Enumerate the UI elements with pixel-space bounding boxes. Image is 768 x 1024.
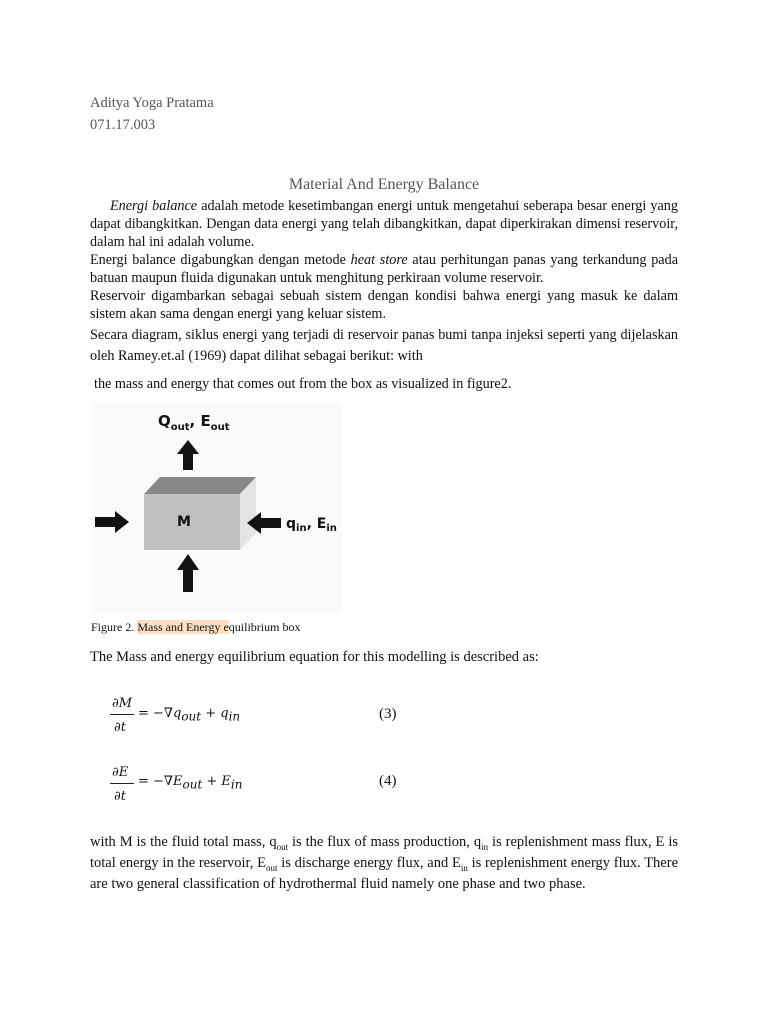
outflow-label: $Q_{out}$, $E_{out}$ [158,412,230,433]
caption-highlight: Mass and Energy e [137,620,229,634]
paragraph-1 [90,197,678,251]
paragraph-2-post: atau perhitungan panas yang terkandung pada batuan maupun fluida digunakan untuk menghitung perkiraan volume reservoir. [90,252,678,286]
paragraph-1-text: adalah metode kesetimbangan energi untuk mengetahui seberapa besar energi yang dapat dibangkitkan. Dengan data energi yang telah dibangkitkan, dapat diperkirakan dimensi reservoir, dalam hal ini adalah volume. [90,198,678,250]
equation-3-number: (3) [379,706,397,722]
box-top [144,477,256,494]
equation-4-fraction-bar [110,783,134,784]
author-name: Aditya Yoga Pratama [90,95,214,111]
paragraph-2-pre: Energi balance digabungkan dengan metode [90,252,351,268]
equation-4-denominator: ∂t [114,789,126,804]
paragraph-2 [90,251,678,287]
equation-3-denominator: ∂t [114,720,126,735]
equation-4-number: (4) [379,773,397,789]
equilibrium-box-figure [92,402,342,614]
author-id: 071.17.003 [90,117,156,133]
figure-intro-line: the mass and energy that comes out from the box as visualized in figure2. [94,376,512,392]
body-paragraphs [90,197,678,367]
paragraph-3: Reservoir digambarkan sebagai sebuah sistem dengan kondisi bahwa energi yang masuk ke dalam sistem akan sama dengan energi yang keluar sistem. [90,288,678,322]
page-title: Material And Energy Balance [288,176,480,193]
equation-3-rhs: = $-\nabla q_{out} + q_{in}$ [138,706,241,724]
equation-intro: The Mass and energy equilibrium equation for this modelling is described as: [90,649,539,665]
author-block [90,92,214,136]
equation-3-fraction-bar [110,714,134,715]
equation-3-numerator: ∂M [112,696,133,711]
equation-4-numerator: ∂E [112,765,129,780]
caption-suffix: quilibrium box [228,620,301,634]
box-front [144,494,240,550]
equation-4-rhs: = $-\nabla E_{out} + E_{in}$ [138,774,243,792]
box-label: M [177,514,191,530]
paragraph-2-emphasis: heat store [350,252,408,268]
paragraph-1-emphasis: Energi balance [110,198,198,214]
definitions-paragraph: with M is the fluid total mass, $q_{out}$ is the flux of mass production, $q_{in}$ is replenishment mass flux, E is total energy in the reservoir, $E_{out}$ is discharge energy flux, and $E_{in}$ is replenishment energy flux. There are two general classification of hydrothermal fluid namely one phase and two phase. [90,834,679,892]
paragraph-4: Secara diagram, siklus energi yang terjadi di reservoir panas bumi tanpa injeksi seperti yang dijelaskan oleh Ramey.et.al (1969) dapat dilihat sebagai berikut: with [90,327,678,364]
inflow-label: $q_{in}$, $E_{in}$ [286,516,337,534]
figure-caption [91,620,300,635]
caption-prefix: Figure 2. [91,620,138,634]
